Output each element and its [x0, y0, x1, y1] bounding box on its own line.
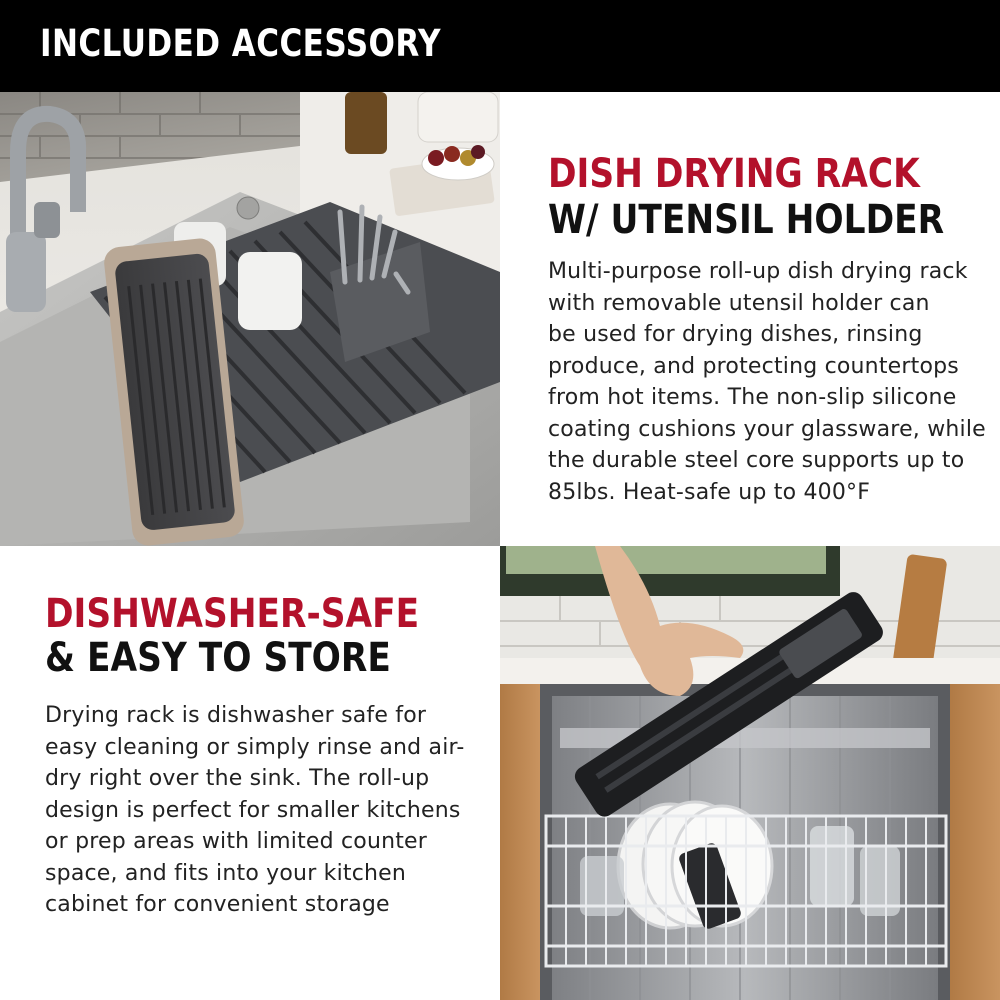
rack-description-line: 85lbs. Heat-safe up to 400°F: [548, 479, 871, 505]
dishwasher-description: [45, 700, 485, 921]
rack-description-line: be used for drying dishes, rinsing: [548, 322, 923, 347]
rack-description-line: produce, and protecting countertops: [548, 353, 959, 379]
dishwasher-description-line: design is perfect for smaller kitchens: [45, 797, 461, 823]
dishwasher-heading-red: DISHWASHER-SAFE: [45, 591, 420, 637]
dishwasher-rack-photo: [500, 546, 1000, 1000]
header-title: INCLUDED ACCESSORY: [40, 22, 441, 65]
dishwasher-heading-black: & EASY TO STORE: [45, 635, 391, 681]
dishwasher-description-line: cabinet for convenient storage: [45, 892, 390, 917]
dishwasher-description-line: space, and fits into your kitchen: [45, 860, 407, 886]
rack-description-line: the durable steel core supports up to: [548, 448, 965, 473]
dishwasher-description-line: or prep areas with limited counter: [45, 829, 428, 854]
rack-description-line: with removable utensil holder can: [548, 290, 930, 316]
rack-heading-red: DISH DRYING RACK: [548, 151, 920, 197]
sink-rack-photo: [0, 92, 500, 546]
dishwasher-description-line: easy cleaning or simply rinse and air-: [45, 734, 465, 760]
rack-heading-black: W/ UTENSIL HOLDER: [548, 197, 945, 243]
dishwasher-description-line: Drying rack is dishwasher safe for: [45, 703, 427, 728]
header-bar: [0, 0, 1000, 92]
rack-description-line: Multi-purpose roll-up dish drying rack: [548, 259, 968, 284]
rack-description-line: from hot items. The non-slip silicone: [548, 385, 957, 410]
rack-description: [548, 256, 988, 508]
rack-description-line: coating cushions your glassware, while: [548, 416, 986, 442]
dishwasher-description-line: dry right over the sink. The roll-up: [45, 766, 430, 791]
